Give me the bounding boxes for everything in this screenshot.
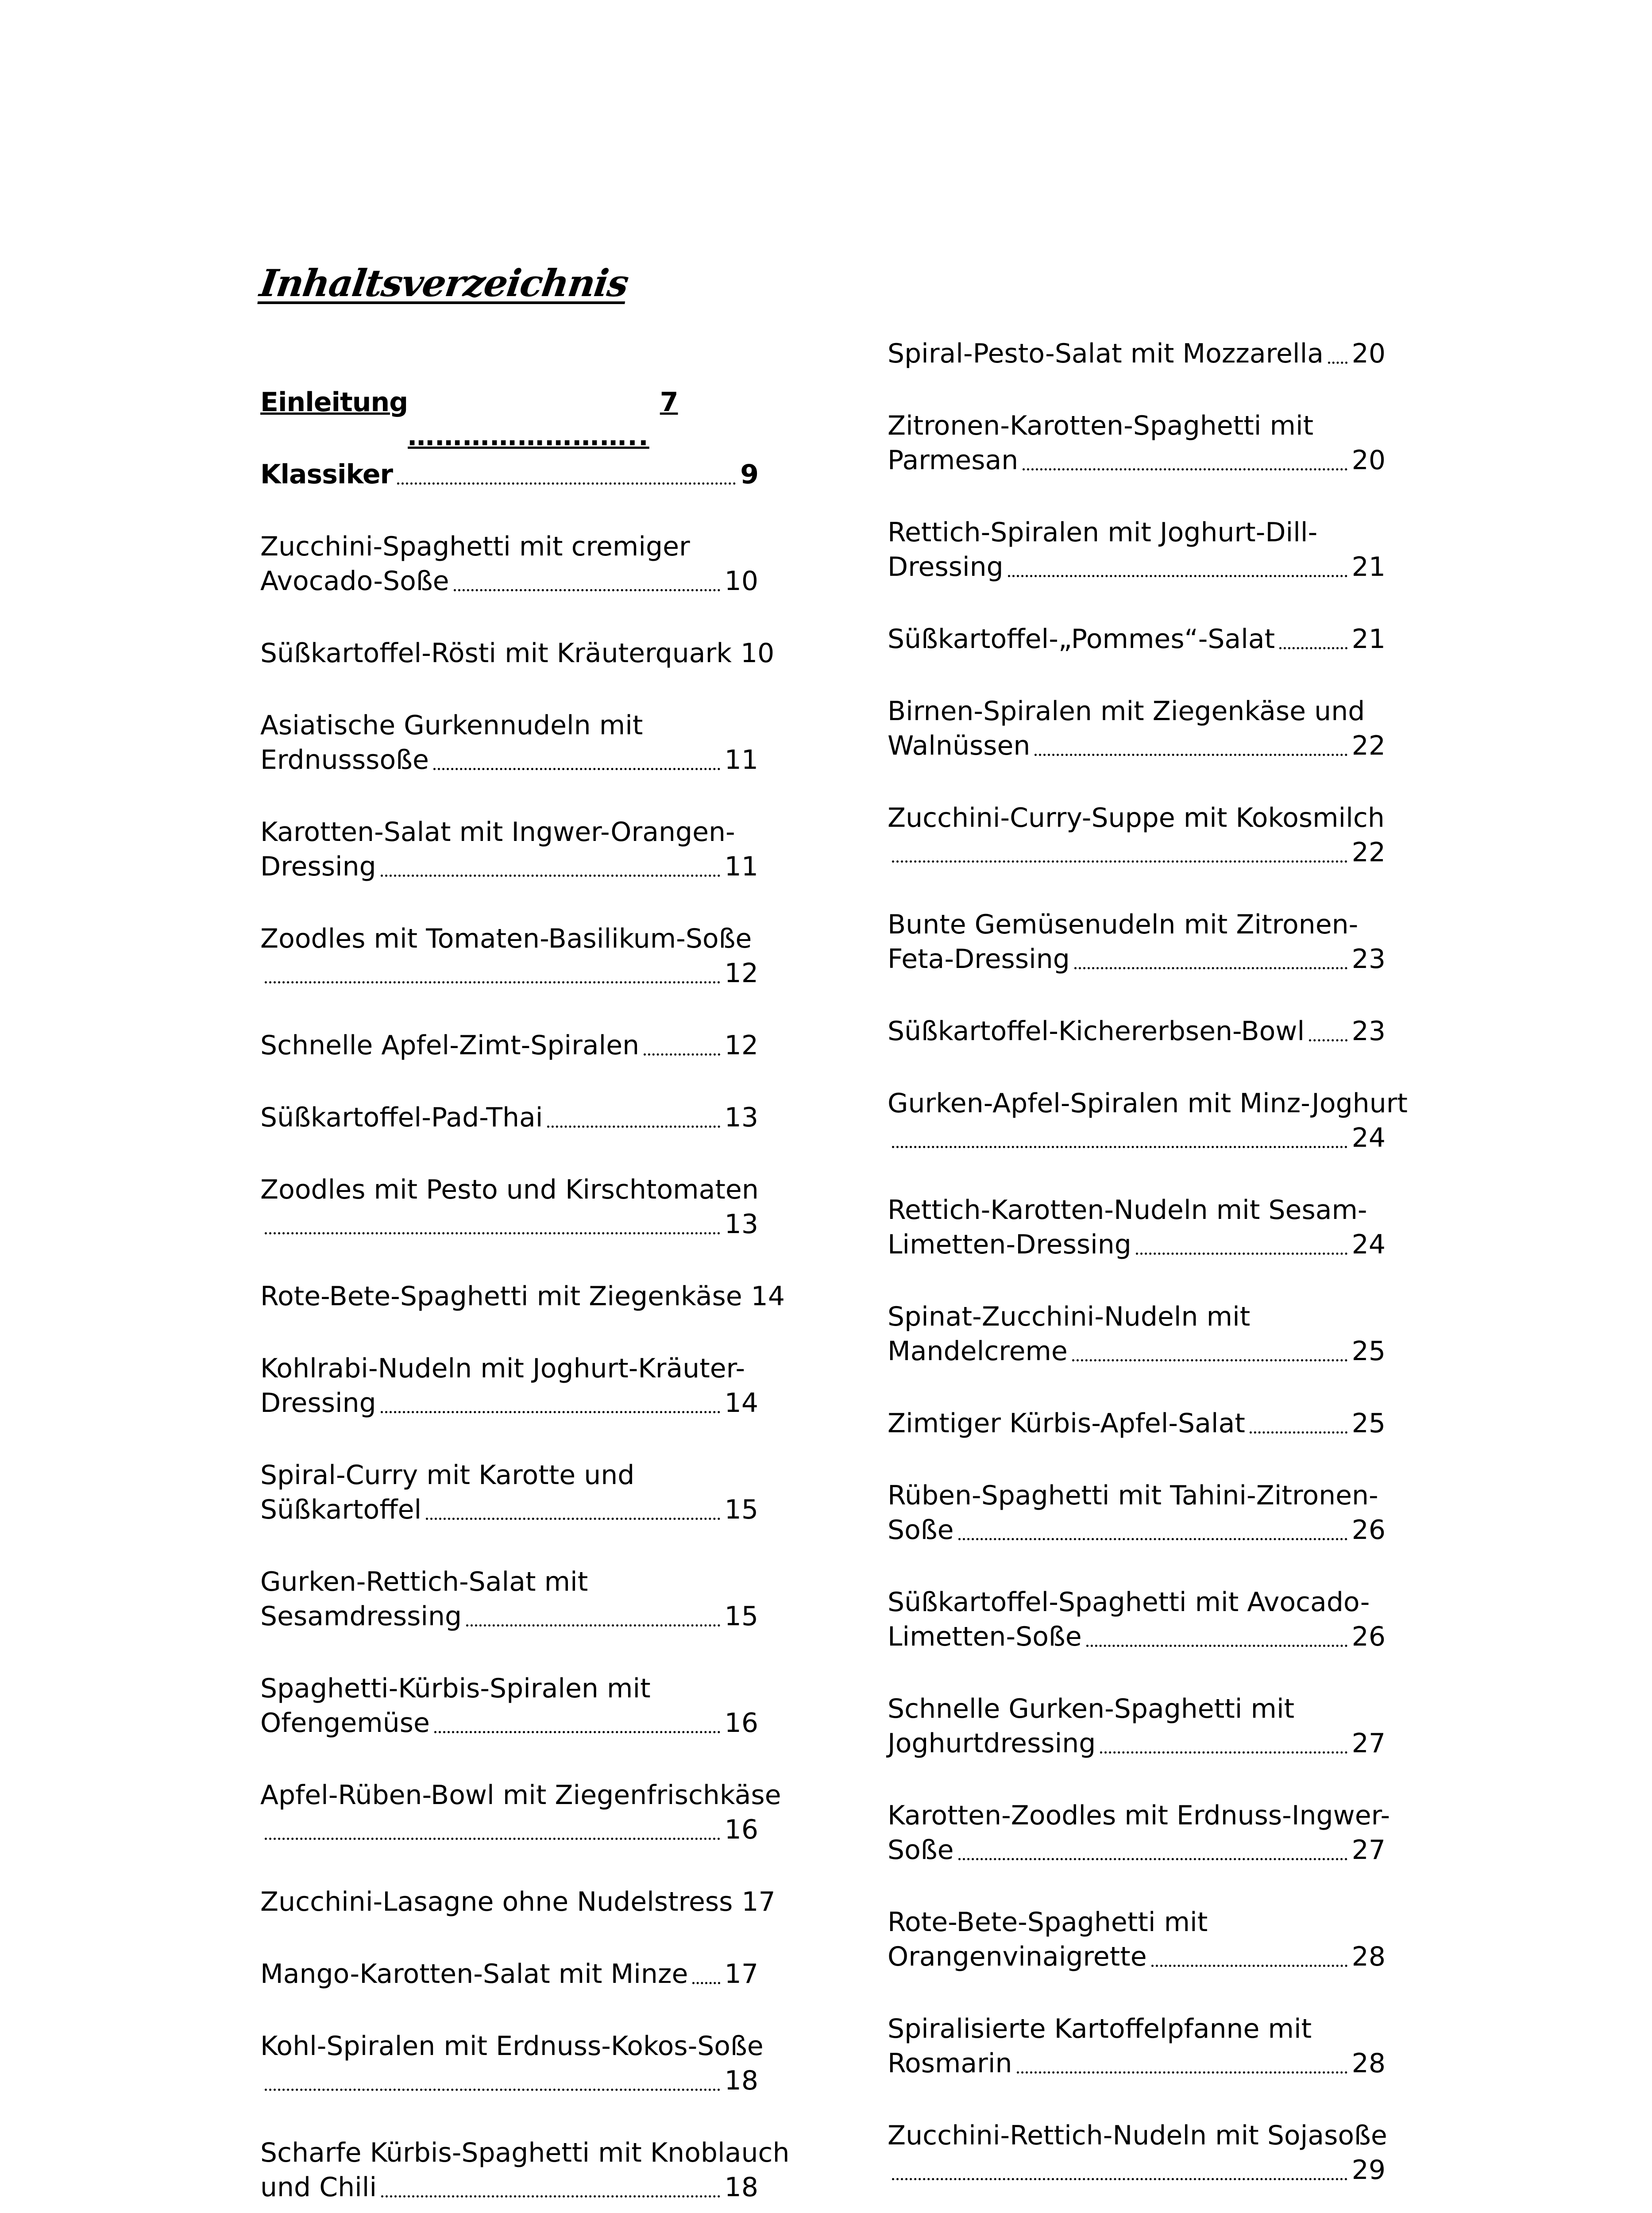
toc-page-number: 26 — [1351, 1515, 1386, 1546]
toc-entry-title-line: Karotten-Zoodles mit Erdnuss-Ingwer- — [888, 1800, 1390, 1831]
toc-page-number: 14 — [724, 1388, 758, 1419]
toc-entry-title: Klassiker — [260, 459, 393, 490]
dot-leader — [1074, 967, 1347, 969]
dot-leader — [1328, 361, 1347, 364]
toc-entry-title-line: Zucchini-Spaghetti mit cremiger — [260, 531, 690, 562]
toc-entry-title: Süßkartoffel-„Pommes“-Salat — [888, 624, 1275, 655]
toc-entry-title-line: Rettich-Spiralen mit Joghurt-Dill- — [888, 517, 1318, 548]
toc-entry[interactable] — [888, 1299, 1386, 1369]
toc-entry-title: Zimtiger Kürbis-Apfel-Salat — [888, 1408, 1245, 1439]
toc-entry-title-line: Schnelle Gurken-Spaghetti mit — [888, 1693, 1295, 1724]
toc-entry[interactable] — [260, 1351, 758, 1420]
toc-entry-title: Schnelle Apfel-Zimt-Spiralen — [260, 1030, 640, 1061]
toc-entry-title-line: Süßkartoffel-Spaghetti mit Avocado- — [888, 1587, 1370, 1618]
toc-entry[interactable] — [260, 1671, 758, 1740]
toc-entry-title-line: Zitronen-Karotten-Spaghetti mit — [888, 410, 1314, 441]
toc-entry[interactable] — [260, 1172, 758, 1241]
toc-page-number: 21 — [1351, 624, 1386, 655]
dot-leader — [1008, 574, 1347, 577]
toc-entry[interactable] — [260, 1778, 781, 1847]
toc-entry[interactable] — [260, 708, 758, 777]
toc-page-number: 27 — [1351, 1728, 1386, 1759]
dot-leader — [644, 1053, 720, 1056]
dot-leader — [958, 1858, 1347, 1860]
toc-entry[interactable] — [888, 1585, 1386, 1654]
toc-entry-title: Dressing — [260, 1388, 376, 1419]
toc-page-number: 28 — [1351, 2048, 1386, 2079]
toc-entry-title: Ofengemüse — [260, 1708, 430, 1739]
dot-leader — [958, 1538, 1347, 1540]
toc-entry[interactable] — [888, 1478, 1386, 1547]
toc-entry[interactable] — [888, 515, 1386, 584]
toc-entry-title-line: Zoodles mit Pesto und Kirschtomaten — [260, 1174, 759, 1205]
toc-page-number: 9 — [740, 459, 758, 490]
dot-leader — [433, 767, 720, 770]
toc-entry-title-line: Spiral-Curry mit Karotte und — [260, 1460, 635, 1491]
dot-leader — [1017, 2071, 1347, 2074]
toc-page-number: 15 — [724, 1494, 758, 1525]
toc-page-number: 20 — [1351, 338, 1386, 369]
toc-entry-title-line: Zoodles mit Tomaten-Basilikum-Soße — [260, 923, 752, 954]
toc-entry-title: Süßkartoffel-Kichererbsen-Bowl — [888, 1016, 1305, 1047]
dot-leader — [1023, 468, 1347, 470]
toc-page-number: 24 — [1351, 1229, 1386, 1260]
toc-entry-title: Spiral-Pesto-Salat mit Mozzarella — [888, 338, 1324, 369]
toc-entry[interactable] — [888, 1798, 1390, 1867]
toc-entry-title-line: Spaghetti-Kürbis-Spiralen mit — [260, 1673, 651, 1704]
toc-page-number: 25 — [1351, 1336, 1386, 1367]
toc-entry-title-line: Rettich-Karotten-Nudeln mit Sesam- — [888, 1195, 1367, 1226]
toc-entry-title: Mandelcreme — [888, 1336, 1068, 1367]
toc-page-number: 16 — [724, 1814, 758, 1845]
dot-leader — [1151, 1964, 1347, 1967]
toc-entry-title-line: Spinat-Zucchini-Nudeln mit — [888, 1301, 1251, 1332]
dot-leader — [892, 2178, 1347, 2180]
toc-page-number: 18 — [724, 2172, 758, 2203]
dot-leader — [381, 874, 720, 877]
toc-entry[interactable] — [888, 1014, 1386, 1049]
toc-entry[interactable] — [260, 1279, 785, 1314]
page-title: Inhaltsverzeichnis — [257, 261, 631, 305]
toc-page-number: 28 — [1351, 1941, 1386, 1972]
dot-leader — [265, 2088, 720, 2091]
toc-page-number: 16 — [724, 1708, 758, 1739]
toc-entry-title: und Chili — [260, 2172, 377, 2203]
toc-column-right — [888, 336, 1408, 2213]
toc-entry[interactable] — [260, 815, 758, 884]
toc-entry[interactable] — [888, 1086, 1408, 1155]
toc-entry-title-line: Zucchini-Rettich-Nudeln mit Sojasoße — [888, 2120, 1387, 2151]
toc-page-number: 24 — [1351, 1122, 1386, 1153]
toc-entry[interactable] — [260, 921, 758, 991]
toc-entry[interactable] — [260, 636, 775, 671]
toc-page-number: 12 — [724, 958, 758, 989]
toc-entry[interactable] — [888, 2012, 1386, 2081]
toc-page-number: 14 — [751, 1281, 785, 1312]
toc-entry-title: Rote-Bete-Spaghetti mit Ziegenkäse — [260, 1281, 742, 1312]
toc-page-number: 17 — [724, 1959, 758, 1989]
dot-leader — [265, 1232, 720, 1234]
dot-leader — [1309, 1039, 1347, 1041]
toc-entry[interactable] — [260, 1028, 758, 1063]
toc-page-number: 20 — [1351, 445, 1386, 476]
toc-page-number: 18 — [724, 2065, 758, 2096]
toc-page-number: 7 — [660, 387, 678, 418]
toc-entry-title: Soße — [888, 1835, 954, 1866]
toc-entry-title: Limetten-Soße — [888, 1621, 1082, 1652]
toc-entry-title: Mango-Karotten-Salat mit Minze — [260, 1959, 688, 1989]
toc-entry-title: Limetten-Dressing — [888, 1229, 1131, 1260]
toc-page-number: 12 — [724, 1030, 758, 1061]
toc-entry-title: Parmesan — [888, 445, 1019, 476]
toc-page-number: 22 — [1351, 730, 1386, 761]
dot-leader — [1100, 1751, 1347, 1754]
toc-entry-title: Süßkartoffel-Pad-Thai — [260, 1102, 543, 1133]
toc-entry-title-line: Kohlrabi-Nudeln mit Joghurt-Kräuter- — [260, 1353, 745, 1384]
toc-page-number: 22 — [1351, 837, 1386, 868]
dot-leader — [892, 1145, 1347, 1148]
toc-entry[interactable] — [260, 385, 758, 452]
toc-entry-title-line: Bunte Gemüsenudeln mit Zitronen- — [888, 909, 1359, 940]
toc-entry[interactable] — [260, 2029, 764, 2098]
toc-entry[interactable] — [260, 1565, 758, 1634]
toc-page-number: 11 — [724, 744, 758, 775]
toc-entry[interactable] — [260, 457, 758, 492]
toc-entry-title-line: Gurken-Apfel-Spiralen mit Minz-Joghurt — [888, 1088, 1408, 1119]
toc-entry[interactable] — [888, 1692, 1386, 1761]
toc-entry[interactable] — [888, 2118, 1386, 2187]
toc-entry[interactable] — [260, 1885, 776, 1919]
toc-page-number: 15 — [724, 1601, 758, 1632]
toc-entry-title-line: Scharfe Kürbis-Spaghetti mit Knoblauch — [260, 2137, 790, 2168]
toc-entry[interactable] — [260, 1957, 758, 1991]
toc-page-number: 23 — [1351, 1016, 1386, 1047]
toc-page-number: 26 — [1351, 1621, 1386, 1652]
dot-leader — [434, 1731, 720, 1733]
dot-leader — [466, 1624, 720, 1627]
toc-entry[interactable] — [888, 694, 1386, 763]
toc-entry[interactable] — [888, 1406, 1386, 1441]
toc-entry-title: Dressing — [888, 551, 1004, 582]
toc-entry-title: Rosmarin — [888, 2048, 1012, 2079]
toc-entry-title: Zucchini-Lasagne ohne Nudelstress — [260, 1886, 733, 1917]
dot-leader — [265, 1837, 720, 1840]
toc-column-left — [260, 385, 790, 2213]
toc-entry-title-line: Karotten-Salat mit Ingwer-Orangen- — [260, 817, 735, 848]
dot-leader — [1072, 1359, 1347, 1361]
dot-leader — [1279, 647, 1347, 649]
dot-leader — [265, 981, 720, 983]
toc-entry[interactable] — [260, 1458, 758, 1527]
dot-leader — [397, 482, 736, 485]
toc-entry[interactable] — [888, 907, 1386, 976]
toc-entry-title: Soße — [888, 1515, 954, 1546]
toc-entry[interactable] — [260, 2136, 790, 2205]
toc-entry-title: Erdnusssoße — [260, 744, 429, 775]
toc-entry-title: Süßkartoffel-Rösti mit Kräuterquark — [260, 638, 732, 669]
toc-entry[interactable] — [888, 1905, 1386, 1974]
toc-entry[interactable] — [260, 1100, 758, 1135]
toc-entry-title: Feta-Dressing — [888, 944, 1070, 975]
toc-entry-title-line: Zucchini-Curry-Suppe mit Kokosmilch — [888, 802, 1385, 833]
toc-entry-title-line: Kohl-Spiralen mit Erdnuss-Kokos-Soße — [260, 2031, 764, 2062]
toc-page-number: 29 — [1351, 2155, 1386, 2186]
toc-entry-title: Walnüssen — [888, 730, 1031, 761]
toc-entry-title-line: Rüben-Spaghetti mit Tahini-Zitronen- — [888, 1480, 1378, 1511]
toc-page-number: 10 — [740, 638, 775, 669]
toc-page-number: 25 — [1351, 1408, 1386, 1439]
dot-leader — [547, 1125, 720, 1128]
dot-leader — [1034, 753, 1347, 756]
toc-entry[interactable] — [888, 801, 1386, 870]
toc-entry-title-line: Gurken-Rettich-Salat mit — [260, 1566, 588, 1597]
toc-page-number: 23 — [1351, 944, 1386, 975]
toc-entry[interactable] — [888, 622, 1386, 656]
dot-leader — [426, 1517, 720, 1520]
toc-entry[interactable] — [888, 336, 1386, 371]
toc-entry[interactable] — [260, 529, 758, 598]
toc-page-number: 21 — [1351, 551, 1386, 582]
toc-entry-title-line: Rote-Bete-Spaghetti mit — [888, 1907, 1208, 1938]
toc-entry-title: Süßkartoffel — [260, 1494, 422, 1525]
dot-leader — [1086, 1644, 1347, 1647]
toc-entry-title-line: Apfel-Rüben-Bowl mit Ziegenfrischkäse — [260, 1780, 781, 1811]
toc-entry-title-line: Spiralisierte Kartoffelpfanne mit — [888, 2013, 1312, 2044]
toc-entry[interactable] — [888, 1193, 1386, 1262]
toc-page-number: 10 — [724, 566, 758, 597]
toc-entry-title: Avocado-Soße — [260, 566, 449, 597]
toc-entry-title: Orangenvinaigrette — [888, 1941, 1147, 1972]
dot-leader: …………………….. — [408, 421, 649, 452]
toc-page-number: 13 — [724, 1102, 758, 1133]
toc-entry[interactable] — [888, 409, 1386, 478]
dot-leader — [454, 589, 720, 591]
dot-leader — [381, 1411, 720, 1413]
toc-entry-title: Einleitung — [260, 387, 408, 418]
toc-entry-title: Joghurtdressing — [888, 1728, 1096, 1759]
toc-page-number: 27 — [1351, 1835, 1386, 1866]
toc-page-number: 17 — [741, 1886, 776, 1917]
dot-leader — [1250, 1431, 1347, 1434]
dot-leader — [1136, 1252, 1347, 1255]
toc-entry-title: Sesamdressing — [260, 1601, 462, 1632]
toc-page-number: 13 — [724, 1209, 758, 1240]
toc-page-number: 11 — [724, 851, 758, 882]
dot-leader — [692, 1982, 720, 1984]
toc-entry-title-line: Asiatische Gurkennudeln mit — [260, 710, 643, 741]
dot-leader — [381, 2195, 720, 2198]
toc-entry-title: Dressing — [260, 851, 376, 882]
toc-entry-title-line: Birnen-Spiralen mit Ziegenkäse und — [888, 696, 1365, 727]
dot-leader — [892, 860, 1347, 863]
